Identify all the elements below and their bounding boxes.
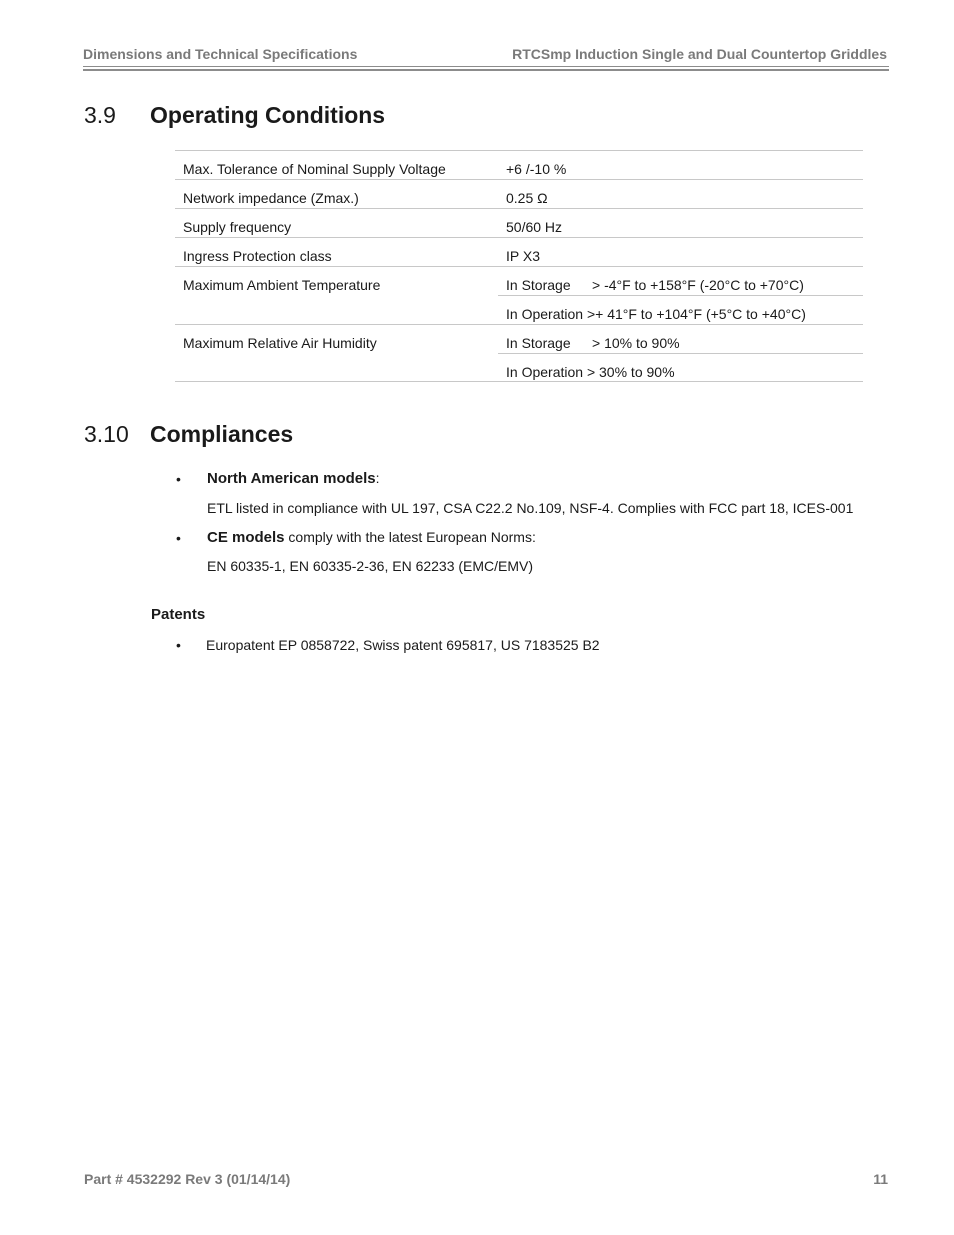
table-row: [175, 295, 863, 324]
bullet-icon: •: [176, 530, 181, 546]
section-title: Compliances: [150, 421, 294, 447]
param-cell: Ingress Protection class: [175, 237, 498, 266]
patents-heading: Patents: [151, 606, 206, 623]
condition-value: > -4°F to +158°F (-20°C to +70°C): [592, 277, 804, 293]
section-number: 3.9: [84, 102, 116, 128]
bullet-icon: •: [176, 471, 181, 487]
running-footer: [84, 1171, 888, 1189]
condition-value: > 30% to 90%: [586, 364, 675, 380]
value-cell: 50/60 Hz: [498, 208, 863, 237]
page-number: 11: [873, 1171, 888, 1187]
operating-conditions-table: [175, 150, 863, 382]
header-chapter-title: Dimensions and Technical Specifications: [83, 46, 358, 62]
param-cell: Maximum Relative Air Humidity: [175, 324, 498, 353]
table-row: [175, 324, 863, 353]
table-row: [175, 208, 863, 237]
table-bottom-rule: [175, 381, 863, 382]
section-number: 3.10: [84, 421, 129, 447]
param-cell: Supply frequency: [175, 208, 498, 237]
footer-part-number: Part # 4532292 Rev 3 (01/14/14): [84, 1171, 291, 1187]
condition-label: In Operation: [506, 364, 584, 380]
list-item-detail: EN 60335-1, EN 60335-2-36, EN 62233 (EMC/EMV): [207, 558, 534, 574]
value-cell: IP X3: [498, 237, 863, 266]
list-item-text: Europatent EP 0858722, Swiss patent 695817, US 7183525 B2: [206, 637, 600, 653]
table-row: [175, 179, 863, 208]
value-cell-storage: [498, 266, 863, 295]
list-item-detail: ETL listed in compliance with UL 197, CSA C22.2 No.109, NSF-4. Complies with FCC part 18, ICES-001: [207, 500, 854, 516]
section-title: Operating Conditions: [150, 102, 386, 128]
condition-label: In Storage: [506, 277, 571, 293]
value-cell-storage: [498, 324, 863, 353]
value-cell-operation: [498, 353, 863, 382]
param-cell: Network impedance (Zmax.): [175, 179, 498, 208]
list-item-title: [207, 470, 380, 487]
running-header: [83, 46, 889, 64]
param-cell: Maximum Ambient Temperature: [175, 266, 498, 295]
value-cell: 0.25 Ω: [498, 179, 863, 208]
param-cell-empty: [175, 353, 498, 382]
condition-label: In Storage: [506, 335, 571, 351]
value-cell-operation: [498, 295, 863, 324]
condition-value: > 10% to 90%: [592, 335, 680, 351]
header-rule-thin: [83, 66, 889, 67]
header-rule-thick: [83, 69, 889, 71]
list-item-bold: CE models: [207, 529, 285, 546]
table-row: [175, 237, 863, 266]
condition-label: In Operation: [506, 306, 584, 322]
table-row: [175, 353, 863, 382]
list-item-rest: comply with the latest European Norms:: [284, 529, 536, 545]
value-cell: +6 /-10 %: [498, 150, 863, 179]
header-document-title: RTCSmp Induction Single and Dual Countertop Griddles: [512, 46, 887, 62]
list-item-title: [207, 529, 536, 546]
table-row: [175, 266, 863, 295]
bullet-icon: •: [176, 637, 181, 653]
param-cell: Max. Tolerance of Nominal Supply Voltage: [175, 150, 498, 179]
list-item-rest: :: [375, 470, 380, 486]
condition-value: >+ 41°F to +104°F (+5°C to +40°C): [586, 306, 806, 322]
list-item-bold: North American models: [207, 470, 376, 487]
param-cell-empty: [175, 295, 498, 324]
table-row: [175, 150, 863, 179]
